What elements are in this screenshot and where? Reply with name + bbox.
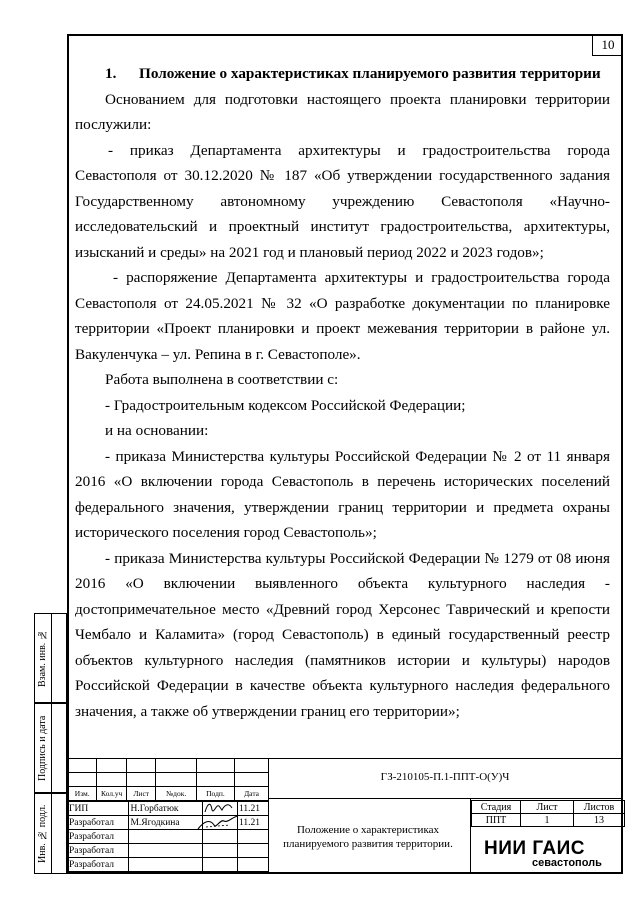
signature-cell xyxy=(203,844,238,858)
caption-date: Дата xyxy=(235,787,269,801)
signature-yagodkina xyxy=(196,813,240,833)
name-cell: Н.Горбатюк xyxy=(129,802,203,816)
paragraph: - приказа Министерства культуры Российской Федерации № 2 от 11 января 2016 «О включении города Севастополь в перечень исторических поселений федерального значения, утверждении границ территории и предмета охраны исторического поселения город Севастополь»; xyxy=(75,447,610,541)
side-column-inv-orig xyxy=(34,793,67,874)
stage-value: ППТ xyxy=(472,814,521,827)
document-code: ГЗ-210105-П.1-ППТ-О(У)Ч xyxy=(380,771,510,783)
sheet-header: Лист xyxy=(521,801,574,814)
role-cell: ГИП xyxy=(68,802,129,816)
stamp-mid-line xyxy=(268,798,623,799)
signature-cell xyxy=(203,858,238,872)
stamp-title: Положение о характеристиках планируемого развития территории. xyxy=(283,824,453,850)
stage-header: Стадия xyxy=(472,801,521,814)
side-label-replaced-inv: Взам. инв. № xyxy=(37,629,48,687)
paragraph: Работа выполнена в соответствии с: xyxy=(105,371,339,388)
date-cell: 11.21 xyxy=(238,816,269,830)
section-title: Положение о характеристиках планируемого развития территории xyxy=(139,65,601,82)
name-cell xyxy=(129,858,203,872)
sheets-header: Листов xyxy=(574,801,625,814)
document-body xyxy=(75,61,610,724)
section-heading xyxy=(75,61,610,87)
name-cell xyxy=(129,830,203,844)
paragraph: Основанием для подготовки настоящего проекта планировки территории послужили: xyxy=(75,90,610,133)
role-cell: Разработал xyxy=(68,830,129,844)
paragraph: - приказ Департамента архитектуры и градостроительства города Севастополя от 30.12.2020 № 187 «Об утверждении государственного задания Государственному автономному учреждению Севастополя «Научно-исследовательский и проектный институт градостроительства, архитектуры, изысканий и среды» на 2021 год и плановый период 2022 и 2023 годов»; xyxy=(75,141,610,261)
role-cell: Разработал xyxy=(68,858,129,872)
name-cell: М.Ягодкина xyxy=(129,816,203,830)
date-cell xyxy=(238,844,269,858)
organization-logo xyxy=(484,838,602,869)
paragraph: - приказа Министерства культуры Российской Федерации № 1279 от 08 июня 2016 «О включении выявленного объекта культурного наследия - достопримечательное место «Древний город Херсонес Таврический и крепости Чембало и Каламита» (город Севастополь) в единый государственный реестр объектов культурного наследия (памятников истории и культуры) народов Российской Федерации в качестве объекта культурного наследия федерального значения, а также об утверждении границ его территории»; xyxy=(75,549,610,720)
side-label-inv-orig: Инв. № подл. xyxy=(37,804,48,863)
sheets-value: 13 xyxy=(574,814,625,827)
caption-change: Изм. xyxy=(68,787,97,801)
org-name: НИИ ГАИС xyxy=(484,838,585,859)
side-column-replaced-inv xyxy=(34,613,67,703)
paragraph: и на основании: xyxy=(105,422,209,439)
paragraph: - Градостроительным кодексом Российской Федерации; xyxy=(105,396,466,414)
date-cell xyxy=(238,830,269,844)
stage-table xyxy=(471,800,625,827)
caption-sheet: Лист xyxy=(126,787,155,801)
page-number: 10 xyxy=(592,34,623,56)
date-cell: 11.21 xyxy=(238,802,269,816)
role-cell: Разработал xyxy=(68,816,129,830)
caption-doc-no: №док. xyxy=(156,787,196,801)
side-column-sign-date xyxy=(34,703,67,793)
revision-table xyxy=(67,758,269,801)
signatures-table xyxy=(67,801,269,872)
section-number: 1. xyxy=(105,65,117,82)
date-cell xyxy=(238,858,269,872)
paragraph: - распоряжение Департамента архитектуры и градостроительства города Севастополя от 24.05.2021 № 32 «О разработке документации по планировке территории «Проект планировки и проект межевания территории в районе ул. Вакуленчука – ул. Репина в г. Севастополе». xyxy=(75,269,610,363)
caption-count: Кол.уч xyxy=(97,787,126,801)
caption-signature: Подп. xyxy=(196,787,234,801)
role-cell: Разработал xyxy=(68,844,129,858)
sheet-value: 1 xyxy=(521,814,574,827)
side-label-sign-date: Подпись и дата xyxy=(37,715,48,781)
name-cell xyxy=(129,844,203,858)
org-city: севастополь xyxy=(532,857,602,869)
